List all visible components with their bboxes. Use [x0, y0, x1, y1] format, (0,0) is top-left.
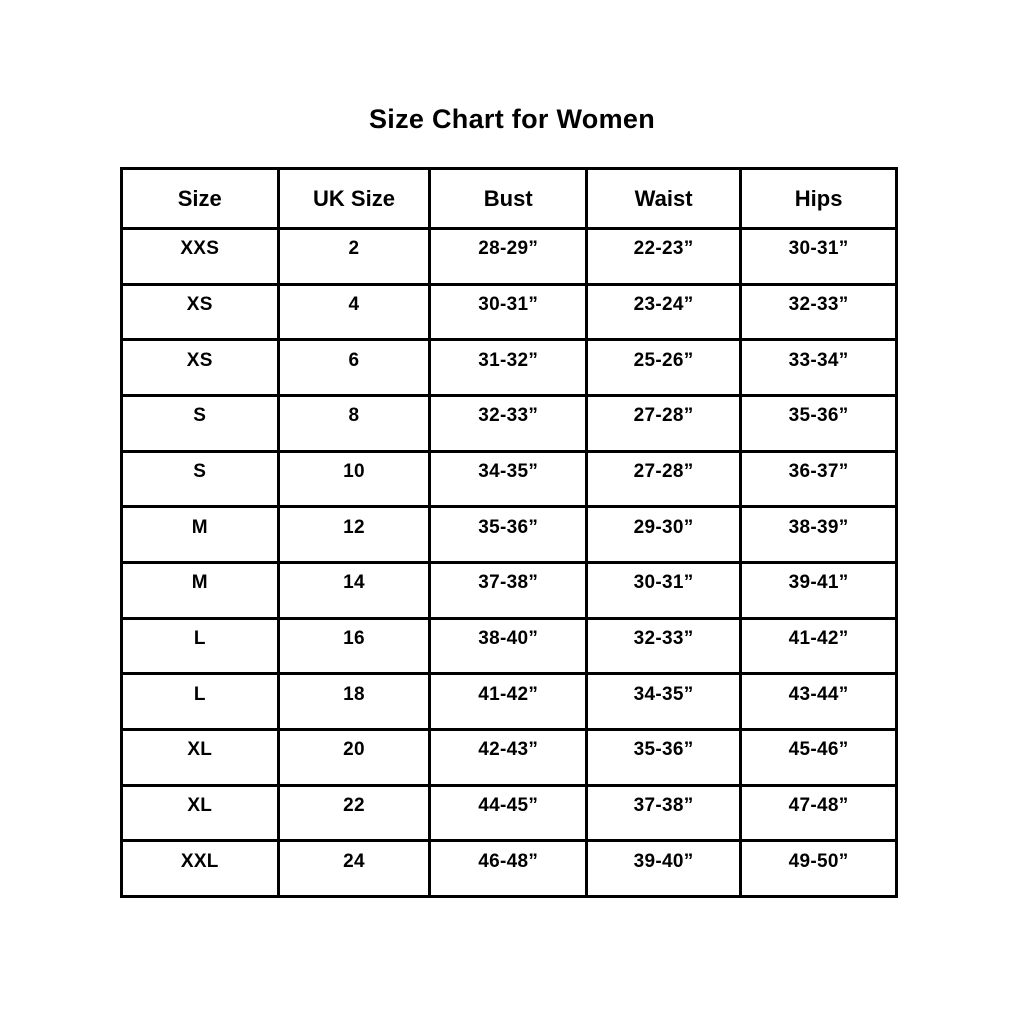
table-cell: M	[122, 562, 279, 618]
table-row	[122, 841, 897, 897]
table-cell: 36-37”	[741, 451, 897, 507]
table-cell: L	[122, 618, 279, 674]
table-row	[122, 674, 897, 730]
table-cell: 2	[278, 229, 430, 285]
table-row	[122, 785, 897, 841]
table-cell: 32-33”	[430, 395, 587, 451]
table-cell: 42-43”	[430, 729, 587, 785]
table-row	[122, 507, 897, 563]
table-row	[122, 562, 897, 618]
table-cell: 22	[278, 785, 430, 841]
table-row	[122, 284, 897, 340]
table-cell: 34-35”	[430, 451, 587, 507]
page-title: Size Chart for Women	[368, 104, 656, 134]
table-cell: XL	[122, 785, 279, 841]
table-cell: 32-33”	[741, 284, 897, 340]
table-cell: 4	[278, 284, 430, 340]
table-cell: 25-26”	[586, 340, 740, 396]
table-body	[122, 229, 897, 897]
table-cell: 37-38”	[586, 785, 740, 841]
table-cell: 30-31”	[741, 229, 897, 285]
table-cell: 23-24”	[586, 284, 740, 340]
table-cell: 24	[278, 841, 430, 897]
table-cell: 16	[278, 618, 430, 674]
table-cell: 43-44”	[741, 674, 897, 730]
table-cell: 12	[278, 507, 430, 563]
table-cell: 30-31”	[586, 562, 740, 618]
table-cell: S	[122, 451, 279, 507]
table-row	[122, 340, 897, 396]
header-row	[122, 169, 897, 229]
table-cell: 35-36”	[586, 729, 740, 785]
table-row	[122, 229, 897, 285]
header-cell: Bust	[430, 169, 587, 229]
table-cell: L	[122, 674, 279, 730]
table-row	[122, 729, 897, 785]
table-cell: 47-48”	[741, 785, 897, 841]
table-cell: 39-41”	[741, 562, 897, 618]
table-cell: 31-32”	[430, 340, 587, 396]
table-cell: 34-35”	[586, 674, 740, 730]
table-cell: 37-38”	[430, 562, 587, 618]
table-cell: 45-46”	[741, 729, 897, 785]
table-cell: 30-31”	[430, 284, 587, 340]
table-cell: 10	[278, 451, 430, 507]
table-cell: 38-39”	[741, 507, 897, 563]
table-cell: 41-42”	[430, 674, 587, 730]
table-cell: 27-28”	[586, 451, 740, 507]
table-cell: 14	[278, 562, 430, 618]
table-row	[122, 451, 897, 507]
table-cell: 27-28”	[586, 395, 740, 451]
table-cell: 44-45”	[430, 785, 587, 841]
table-cell: 49-50”	[741, 841, 897, 897]
table-cell: XL	[122, 729, 279, 785]
table-cell: 22-23”	[586, 229, 740, 285]
table-cell: 6	[278, 340, 430, 396]
table-cell: 28-29”	[430, 229, 587, 285]
table-cell: 38-40”	[430, 618, 587, 674]
table-cell: XXS	[122, 229, 279, 285]
table-cell: 32-33”	[586, 618, 740, 674]
table-cell: 8	[278, 395, 430, 451]
table-cell: 18	[278, 674, 430, 730]
table-row	[122, 395, 897, 451]
header-cell: Waist	[586, 169, 740, 229]
table-cell: 35-36”	[741, 395, 897, 451]
table-cell: 41-42”	[741, 618, 897, 674]
size-chart-table	[120, 167, 898, 898]
header-cell: Size	[122, 169, 279, 229]
table-cell: S	[122, 395, 279, 451]
table-cell: XXL	[122, 841, 279, 897]
table-cell: 20	[278, 729, 430, 785]
table-cell: 33-34”	[741, 340, 897, 396]
table-cell: 39-40”	[586, 841, 740, 897]
header-cell: Hips	[741, 169, 897, 229]
table-row	[122, 618, 897, 674]
table-cell: M	[122, 507, 279, 563]
table-cell: 46-48”	[430, 841, 587, 897]
table-cell: 29-30”	[586, 507, 740, 563]
header-cell: UK Size	[278, 169, 430, 229]
table-cell: XS	[122, 340, 279, 396]
table-cell: XS	[122, 284, 279, 340]
table-cell: 35-36”	[430, 507, 587, 563]
